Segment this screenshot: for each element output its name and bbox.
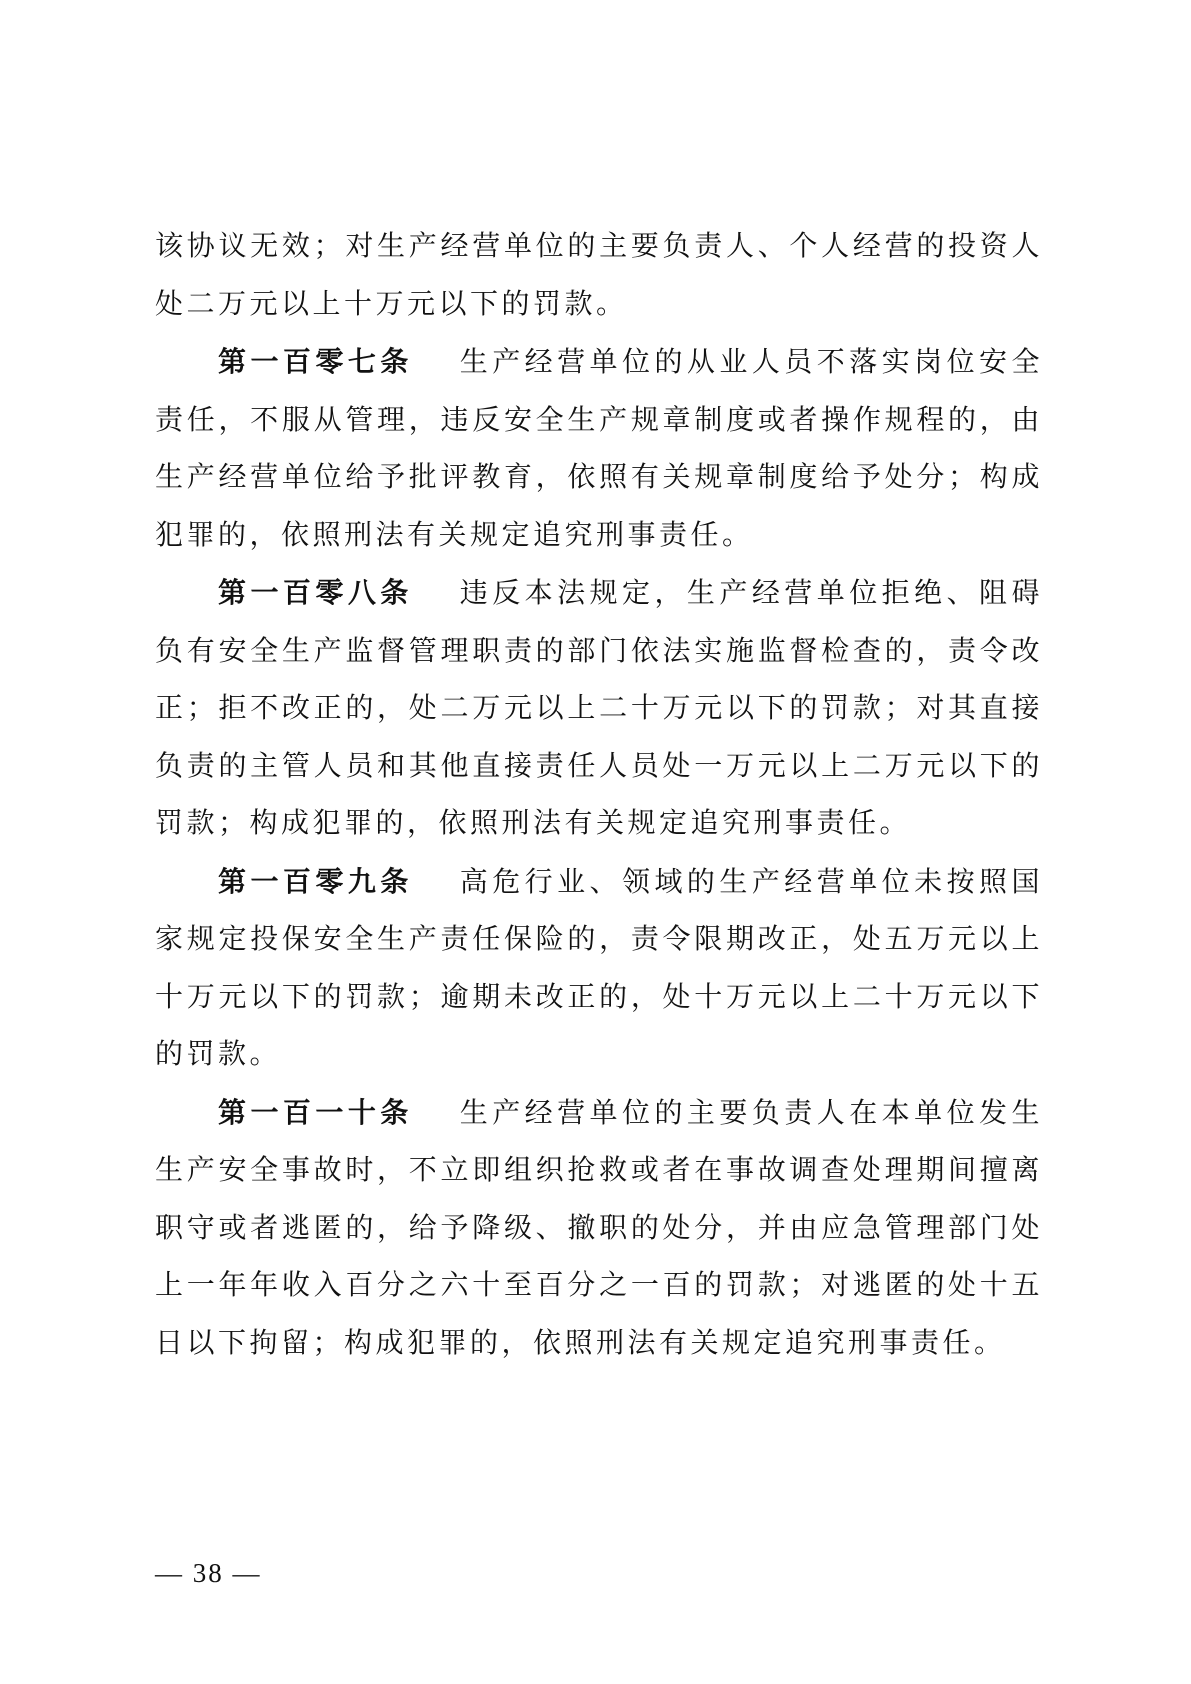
paragraph-article-110 [155,1084,1043,1373]
paragraph-text: 该协议无效；对生产经营单位的主要负责人、个人经营的投资人处二万元以上十万元以下的罚款。 [155,231,1043,320]
article-text-107: 生产经营单位的从业人员不落实岗位安全责任，不服从管理，违反安全生产规章制度或者操作规程的，由生产经营单位给予批评教育，依照有关规章制度给予处分；构成犯罪的，依照刑法有关规定追究刑事责任。 [155,347,1043,551]
article-number-110: 第一百一十条 [218,1096,413,1128]
article-text-110: 生产经营单位的主要负责人在本单位发生生产安全事故时，不立即组织抢救或者在事故调查处理期间擅离职守或者逃匿的，给予降级、撤职的处分，并由应急管理部门处上一年年收入百分之六十至百分之一百的罚款；对逃匿的处十五日以下拘留；构成犯罪的，依照刑法有关规定追究刑事责任。 [155,1097,1043,1359]
page-number-footer [155,1558,262,1589]
paragraph-article-109 [155,853,1043,1084]
article-text-108: 违反本法规定，生产经营单位拒绝、阻碍负有安全生产监督管理职责的部门依法实施监督检查的，责令改正；拒不改正的，处二万元以上二十万元以下的罚款；对其直接负责的主管人员和其他直接责任人员处一万元以上二万元以下的罚款；构成犯罪的，依照刑法有关规定追究刑事责任。 [155,578,1043,839]
article-number-107: 第一百零七条 [218,346,413,377]
paragraph-article-107 [155,333,1043,564]
page-body-text [155,218,1043,1372]
article-text-109: 高危行业、领域的生产经营单位未按照国家规定投保安全生产责任保险的，责令限期改正，处五万元以上十万元以下的罚款；逾期未改正的，处十万元以上二十万元以下的罚款。 [155,866,1043,1070]
article-number-108: 第一百零八条 [218,577,413,608]
paragraph-article-108 [155,564,1043,853]
paragraph-continuation [155,218,1043,333]
page-number-label: — 38 — [155,1558,262,1588]
article-number-109: 第一百零九条 [218,865,413,897]
